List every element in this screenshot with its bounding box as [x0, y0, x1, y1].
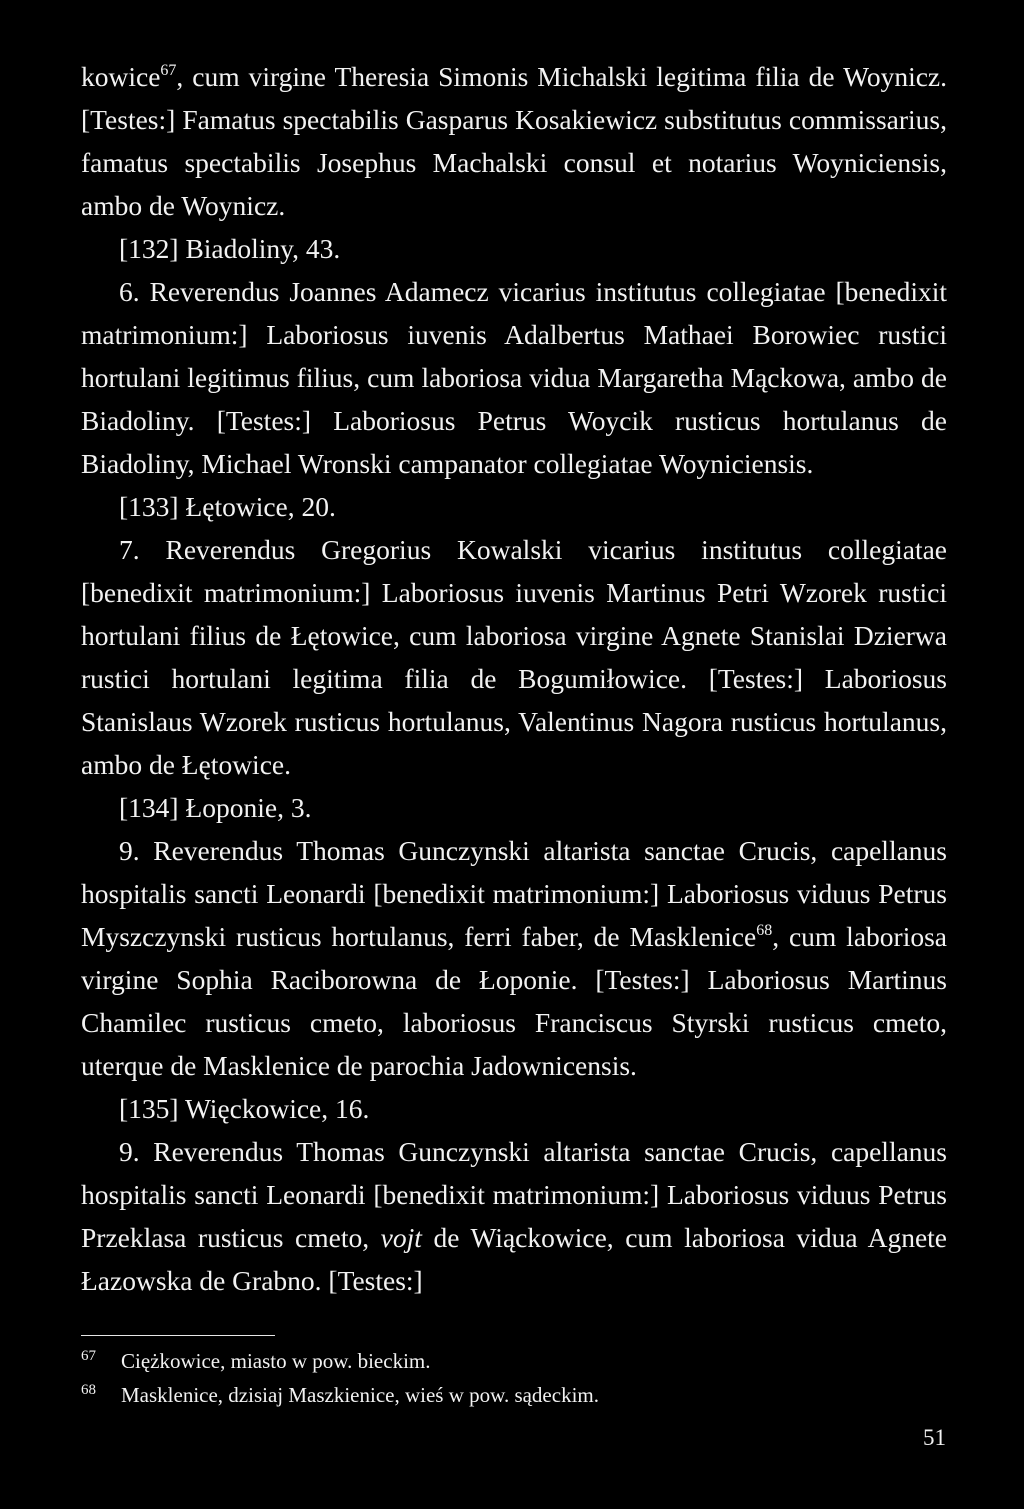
footnote-68	[81, 1378, 947, 1412]
entry-text-133: 7. Reverendus Gregorius Kowalski vicarius institutus collegiatae [benedixit matrimonium:] Laboriosus iuvenis Martinus Petri Wzorek rustici hortulani filius de Łętowice, cum laboriosa virgine Agnete Stanislai Dzierwa rustici hortulani legitima filia de Bogumiłowice. [Testes:] Laboriosus Stanislaus Wzorek rusticus hortulanus, Valentinus Nagora rusticus hortulanus, ambo de Łętowice.	[81, 534, 947, 780]
entry-heading-132: [132] Biadoliny, 43.	[119, 233, 341, 264]
entry-heading-134: [134] Łoponie, 3.	[119, 792, 312, 823]
footnote-divider	[81, 1335, 275, 1336]
footnotes	[81, 1344, 947, 1412]
entry-text-135	[81, 1130, 947, 1302]
entry-heading-135: [135] Więckowice, 16.	[119, 1093, 370, 1124]
footnote-67	[81, 1344, 947, 1378]
main-text	[81, 55, 947, 1302]
footnote-text: Ciężkowice, miasto w pow. bieckim.	[121, 1349, 431, 1373]
entry-text-132: 6. Reverendus Joannes Adamecz vicarius institutus collegiatae [benedixit matrimonium:] Laboriosus iuvenis Adalbertus Mathaei Borowiec rustici hortulani legitimus filius, cum laboriosa vidua Margaretha Mąckowa, ambo de Biadoliny. [Testes:] Laboriosus Petrus Woycik rusticus hortulanus de Biadoliny, Michael Wronski campanator collegiatae Woyniciensis.	[81, 276, 947, 479]
text-run: de Wiąckowice, cum laboriosa vidua Agnete Łazowska de Grabno. [Testes:]	[81, 1222, 947, 1296]
footnote-ref-68: 68	[756, 922, 773, 939]
entry-text-134	[81, 829, 947, 1087]
page-number: 51	[923, 1425, 946, 1450]
text-run: , cum laboriosa virgine Sophia Raciborowna de Łoponie. [Testes:] Laboriosus Martinus Chamilec rusticus cmeto, laboriosus Franciscus Styrski rusticus cmeto, uterque de Masklenice de parochia Jadownicensis.	[81, 921, 947, 1081]
footnote-ref-67: 67	[160, 62, 177, 79]
text-run: 9. Reverendus Thomas Gunczynski altarista sanctae Crucis, capellanus hospitalis sancti Leonardi [benedixit matrimonium:] Laboriosus viduus Petrus Myszczynski rusticus hortulanus, ferri faber, de Masklenice	[81, 835, 947, 952]
italic-term: vojt	[380, 1222, 422, 1253]
text-run: , cum virgine Theresia Simonis Michalski legitima filia de Woynicz. [Testes:] Famatus spectabilis Gasparus Kosakiewicz substitutus commissarius, famatus spectabilis Josephus Machalski consul et notarius Woyniciensis, ambo de Woynicz.	[81, 61, 947, 221]
footnote-text: Masklenice, dzisiaj Maszkienice, wieś w pow. sądeckim.	[121, 1383, 599, 1407]
text-run: 9. Reverendus Thomas Gunczynski altarista sanctae Crucis, capellanus hospitalis sancti Leonardi [benedixit matrimonium:] Laboriosus viduus Petrus Przeklasa rusticus cmeto,	[81, 1136, 947, 1253]
text-run: kowice	[81, 61, 161, 92]
entry-heading-133: [133] Łętowice, 20.	[119, 491, 336, 522]
footnote-number: 67	[81, 1348, 96, 1364]
paragraph-continued	[81, 55, 947, 227]
footnote-number: 68	[81, 1382, 96, 1398]
